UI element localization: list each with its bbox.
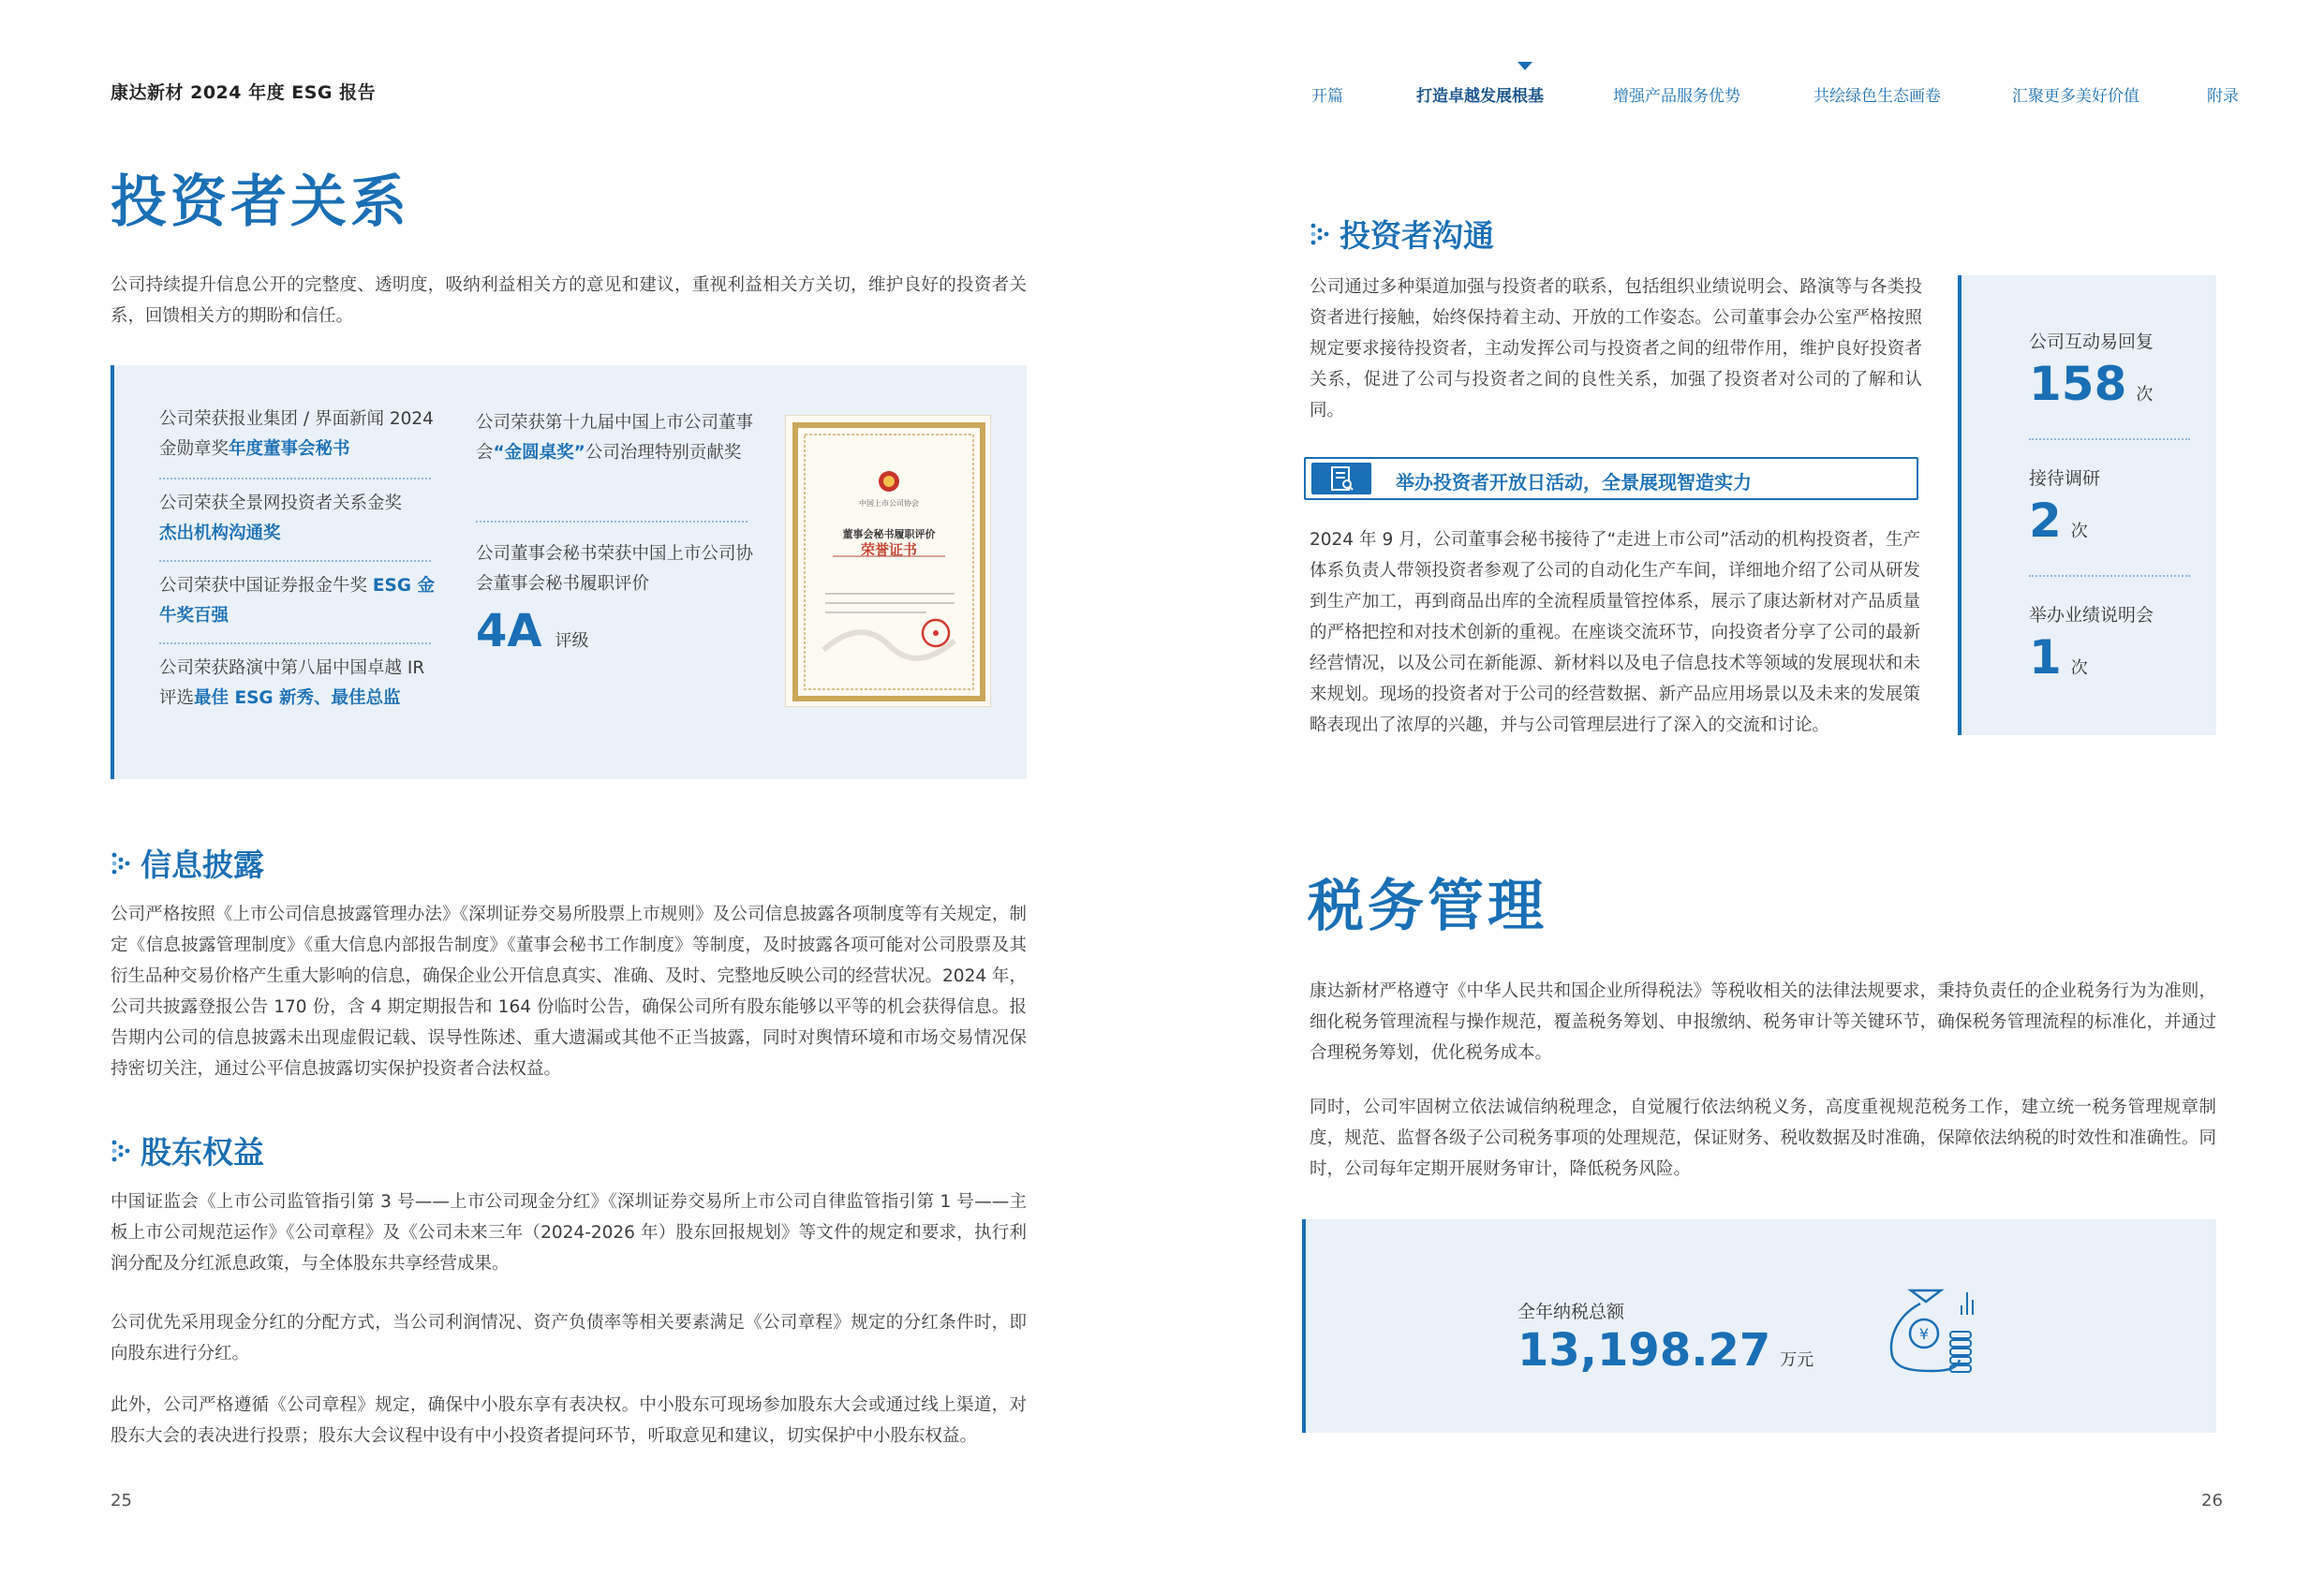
disclosure-body: 公司严格按照《上市公司信息披露管理办法》《深圳证券交易所股票上市规则》及公司信息披露各项制度等有关规定，制定《信息披露管理制度》《重大信息内部报告制度》《董事会秘书工作制度》等制度，及时披露各项可能对公司股票及其衍生品种交易价格产生重大影响的信息，确保企业公开信息真实、准确、及时、完整地反映公司的经营状况。2024 年，公司共披露登报公告 170 份，含 4 期定期报告和 164 份临时公告，确保公司所有股东能够以平等的机会获得信息。报告期内公司的信息披露未出现虚假记载、误导性陈述、重大遗漏或其他不正当披露，同时对舆情环境和市场交易情况保持密切关注，通过公平信息披露切实保护投资者合法权益。 — [111, 905, 1027, 1079]
stat-value: 1 次 — [2029, 630, 2088, 685]
nav-item-appendix[interactable]: 附录 — [2207, 87, 2239, 106]
certificate-subtitle: 董事会秘书履职评价 — [842, 528, 936, 540]
divider — [159, 478, 431, 479]
shareholder-para-3: 此外，公司严格遵循《公司章程》规定，确保中小股东享有表决权。中小股东可现场参加股东大会或通过线上渠道，对股东大会的表决进行投票；股东大会议程中设有中小投资者提问环节，听取意见和建议，切实保护中小股东权益。 — [111, 1395, 1027, 1446]
shareholder-para-1: 中国证监会《上市公司监管指引第 3 号——上市公司现金分红》《深圳证券交易所上市公司自律监管指引第 1 号——主板上市公司规范运作》《公司章程》及《公司未来三年（2024-2026 年）股东回报规划》等文件的规定和要求，执行利润分配及分红派息政策，与全体股东共享经营成果。 — [111, 1192, 1027, 1274]
certificate-org: 中国上市公司协会 — [859, 499, 919, 508]
tax-total-label: 全年纳税总额 — [1517, 1302, 1625, 1322]
report-title: 康达新材 2024 年度 ESG 报告 — [111, 82, 377, 103]
divider — [159, 560, 431, 562]
divider — [476, 521, 748, 523]
tax-para-2: 同时，公司牢固树立依法诚信纳税理念，自觉履行依法纳税义务，高度重视规范税务工作，建立统一税务管理规章制度，规范、监督各级子公司税务事项的处理规范，保证财务、税收数据及时准确，保障依法纳税的时效性和准确性。同时，公司每年定期开展财务审计，降低税务风险。 — [1310, 1098, 2216, 1179]
award-item: 公司荣获全景网投资者关系金奖 杰出机构沟通奖 — [159, 494, 403, 543]
stat-value: 2 次 — [2029, 494, 2088, 548]
section-dots-icon — [111, 1139, 131, 1163]
stat-label: 接待调研 — [2029, 468, 2101, 489]
open-day-body: 2024 年 9 月，公司董事会秘书接待了“走进上市公司”活动的机构投资者，生产体系负责人带领投资者参观了公司的自动化生产车间，详细地介绍了公司从研发到生产加工，再到商品出库的全流程质量管控体系，展示了康达新材对产品质量的严格把控和对技术创新的重视。在座谈交流环节，向投资者分享了公司的最新经营情况，以及公司在新能源、新材料以及电子信息技术等领域的发展现状和未来规划。现场的投资者对于公司的经营数据、新产品应用场景以及未来的发展策略表现出了浓厚的兴趣，并与公司管理层进行了深入的交流和讨论。 — [1310, 530, 1920, 735]
nav-active-marker-icon — [1517, 62, 1532, 70]
communication-body: 公司通过多种渠道加强与投资者的联系，包括组织业绩说明会、路演等与各类投资者进行接触，始终保持着主动、开放的工作姿态。公司董事会办公室严格按照规定要求接待投资者，主动发挥公司与投资者之间的纽带作用，维护良好投资者关系，促进了公司与投资者之间的良性关系，加强了投资者对公司的了解和认同。 — [1310, 277, 1922, 420]
award-item: 公司荣获报业集团 / 界面新闻 2024 金勋章奖年度董事会秘书 — [159, 409, 434, 459]
nav-item-opening[interactable]: 开篇 — [1311, 87, 1343, 106]
section-dots-icon — [1310, 222, 1330, 246]
page-number-left: 25 — [111, 1491, 132, 1511]
stat-label: 公司互动易回复 — [2029, 332, 2154, 352]
stat-value: 158 次 — [2029, 357, 2154, 411]
award-item-golden-table: 公司荣获第十九届中国上市公司董事会“金圆桌奖”公司治理特别贡献奖 — [476, 413, 754, 463]
award-item: 公司荣获路演中第八届中国卓越 IR 评选最佳 ESG 新秀、最佳总监 — [159, 658, 425, 708]
divider — [159, 642, 431, 644]
section-dots-icon — [111, 851, 131, 876]
stat-label: 举办业绩说明会 — [2029, 605, 2154, 626]
communication-heading: 投资者沟通 — [1310, 212, 1494, 256]
svg-text:¥: ¥ — [1918, 1325, 1930, 1343]
disclosure-heading: 信息披露 — [111, 841, 264, 885]
money-bag-icon — [1883, 1274, 1980, 1377]
tax-para-1: 康达新材严格遵守《中华人民共和国企业所得税法》等税收相关的法律法规要求，秉持负责任的企业税务行为为准则，细化税务管理流程与操作规范，覆盖税务筹划、申报缴纳、税务审计等关键环节，确保税务管理流程的标准化，并通过合理税务筹划，优化税务成本。 — [1310, 981, 2216, 1063]
divider — [2029, 575, 2190, 577]
shareholder-para-2: 公司优先采用现金分红的分配方式，当公司利润情况、资产负债率等相关要素满足《公司章程》规定的分红条件时，即向股东进行分红。 — [111, 1313, 1027, 1363]
stats-panel — [1958, 275, 2216, 735]
shareholder-heading: 股东权益 — [111, 1128, 264, 1172]
nav-item-green[interactable]: 共绘绿色生态画卷 — [1813, 87, 1941, 106]
tax-title: 税务管理 — [1308, 874, 1547, 939]
investor-relations-intro: 公司持续提升信息公开的完整度、透明度，吸纳利益相关方的意见和建议，重视利益相关方关切，维护良好的投资者关系，回馈相关方的期盼和信任。 — [111, 275, 1027, 326]
rating-value: 4A 评级 — [476, 605, 589, 657]
nav-item-foundation[interactable]: 打造卓越发展根基 — [1416, 87, 1544, 106]
open-day-banner — [1304, 457, 1918, 500]
investor-relations-title: 投资者关系 — [111, 169, 410, 235]
page-number-right: 26 — [2201, 1491, 2223, 1511]
certificate-title: 荣誉证书 — [860, 541, 917, 558]
banner-title: 举办投资者开放日活动，全景展现智造实力 — [1396, 471, 1752, 494]
document-search-icon — [1311, 463, 1371, 494]
award-item-secretary: 公司董事会秘书荣获中国上市公司协会董事会秘书履职评价 — [476, 544, 754, 594]
tax-total-panel — [1302, 1219, 2216, 1433]
divider — [2029, 438, 2190, 440]
tax-total-value: 13,198.27 万元 — [1517, 1324, 1814, 1377]
award-item: 公司荣获中国证券报金牛奖 ESG 金牛奖百强 — [159, 576, 435, 626]
nav-item-products[interactable]: 增强产品服务优势 — [1613, 87, 1740, 106]
nav-item-value[interactable]: 汇聚更多美好价值 — [2012, 87, 2139, 106]
honor-certificate-image — [785, 415, 991, 707]
